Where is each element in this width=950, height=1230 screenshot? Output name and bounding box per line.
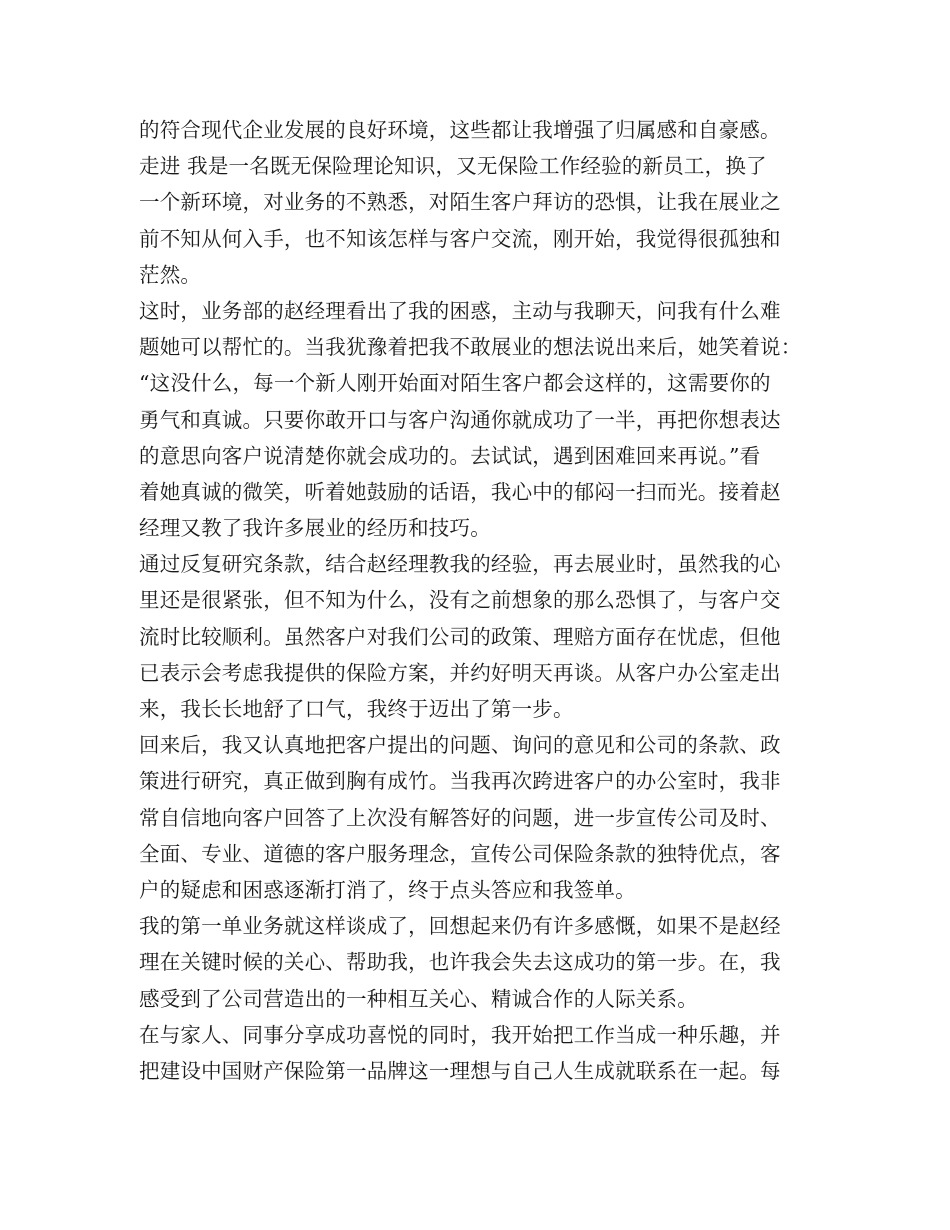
text-line: 勇气和真诚。只要你敢开口与客户沟通你就成功了一半，再把你想表达 — [139, 407, 781, 432]
text-line: 在与家人、同事分享成功喜悦的同时，我开始把工作当成一种乐趣，并 — [139, 1022, 781, 1047]
text-line: 全面、专业、道德的客户服务理念，宣传公司保险条款的独特优点，客 — [139, 841, 781, 866]
text-line: 已表示会考虑我提供的保险方案，并约好明天再谈。从客户办公室走出 — [139, 660, 781, 685]
text-line: 着她真诚的微笑，听着她鼓励的话语，我心中的郁闷一扫而光。接着赵 — [139, 479, 781, 504]
text-line: 茫然。 — [139, 262, 202, 287]
text-line: 的符合现代企业发展的良好环境，这些都让我增强了归属感和自豪感。 — [139, 118, 781, 142]
text-line: 的意思向客户说清楚你就会成功的。去试试，遇到困难回来再说。”看 — [139, 443, 761, 468]
text-line: 一个新环境，对业务的不熟悉，对陌生客户拜访的恐惧，让我在展业之 — [139, 190, 781, 215]
text-line: 通过反复研究条款，结合赵经理教我的经验，再去展业时，虽然我的心 — [139, 552, 781, 577]
text-line: 前不知从何入手，也不知该怎样与客户交流，刚开始，我觉得很孤独和 — [139, 226, 781, 251]
text-line: 我的第一单业务就这样谈成了，回想起来仍有许多感慨，如果不是赵经 — [139, 914, 781, 939]
text-line: 理在关键时候的关心、帮助我，也许我会失去这成功的第一步。在，我 — [139, 950, 781, 975]
text-line: 策进行研究，真正做到胸有成竹。当我再次跨进客户的办公室时，我非 — [139, 769, 781, 794]
body-text — [139, 112, 819, 1089]
text-line: 感受到了公司营造出的一种相互关心、精诚合作的人际关系。 — [139, 986, 698, 1011]
text-line: 户的疑虑和困惑逐渐打消了，终于点头答应和我签单。 — [139, 877, 636, 902]
text-line: 这时，业务部的赵经理看出了我的困惑，主动与我聊天，问我有什么难 — [139, 298, 781, 323]
text-line: 里还是很紧张，但不知为什么，没有之前想象的那么恐惧了，与客户交 — [139, 588, 781, 613]
text-line: 题她可以帮忙的。当我犹豫着把我不敢展业的想法说出来后，她笑着说： — [139, 335, 802, 360]
text-line: 回来后，我又认真地把客户提出的问题、询问的意见和公司的条款、政 — [139, 733, 781, 758]
text-line: 经理又教了我许多展业的经历和技巧。 — [139, 516, 491, 541]
text-line: 流时比较顺利。虽然客户对我们公司的政策、理赔方面存在忧虑，但他 — [139, 624, 781, 649]
text-line: 把建设中国财产保险第一品牌这一理想与自己人生成就联系在一起。每 — [139, 1058, 781, 1083]
text-line: “这没什么，每一个新人刚开始面对陌生客户都会这样的，这需要你的 — [139, 371, 771, 396]
text-line: 来，我长长地舒了口气，我终于迈出了第一步。 — [139, 697, 574, 721]
text-line: 常自信地向客户回答了上次没有解答好的问题，进一步宣传公司及时、 — [139, 805, 781, 830]
text-line: 走进 我是一名既无保险理论知识，又无保险工作经验的新员工，换了 — [139, 154, 767, 179]
